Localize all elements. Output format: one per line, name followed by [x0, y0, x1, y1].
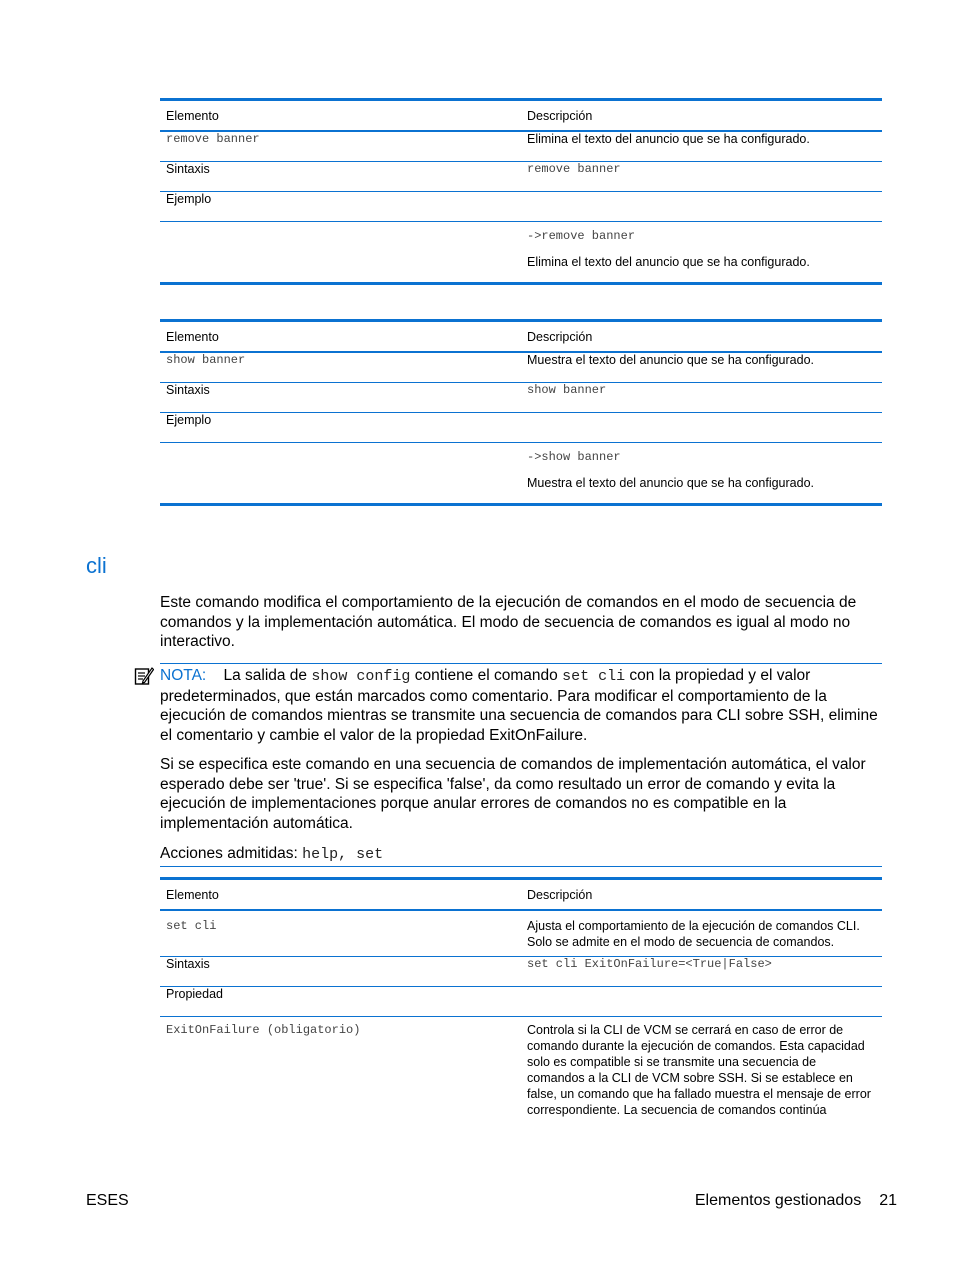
property-name: ExitOnFailure (obligatorio) — [166, 1023, 361, 1037]
example-description: Muestra el texto del anuncio que se ha configurado. — [527, 476, 814, 490]
supported-actions-label: Acciones admitidas: — [160, 845, 298, 862]
table-row — [160, 162, 882, 192]
table-row — [160, 910, 882, 957]
example-label: Ejemplo — [166, 413, 212, 427]
table-header-description: Descripción — [527, 329, 593, 344]
table-row — [160, 383, 882, 413]
example-command: ->show banner — [527, 450, 621, 464]
example-label: Ejemplo — [166, 192, 212, 206]
note-text: contiene el comando — [414, 667, 558, 684]
table-row — [160, 1017, 882, 1119]
actions-rule — [160, 866, 882, 867]
note-text: con la propiedad y el valor predeterminados, que están marcados como comentario. Para modificar el comportamiento de la ejecución de comandos mientras se transmite una secuencia de comandos para CLI sobre SSH, elimine el comentario y cambie el valor de la propiedad ExitOnFailure. — [160, 667, 878, 744]
command-description: Ajusta el comportamiento de la ejecución de comandos CLI. Solo se admite en el modo de secuencia de comandos. — [527, 919, 860, 949]
section-title: cli — [86, 553, 107, 578]
show-banner-table — [160, 319, 882, 506]
syntax-label: Sintaxis — [166, 383, 210, 397]
table-row — [160, 987, 882, 1017]
footer-locale: ESES — [86, 1192, 129, 1209]
table-row — [160, 222, 882, 284]
note-text: La salida de — [223, 667, 308, 684]
note-label: NOTA: — [160, 667, 207, 684]
table-header-element: Elemento — [166, 329, 219, 344]
table-header-description: Descripción — [527, 108, 593, 123]
note-top-rule — [160, 663, 882, 664]
table-row — [160, 413, 882, 443]
supported-actions — [160, 844, 882, 865]
table-row — [160, 352, 882, 383]
syntax-value: show banner — [527, 383, 607, 397]
table-row — [160, 131, 882, 162]
command-name: set cli — [166, 919, 217, 933]
syntax-label: Sintaxis — [166, 162, 210, 176]
syntax-label: Sintaxis — [166, 957, 210, 971]
command-description: Elimina el texto del anuncio que se ha configurado. — [527, 132, 810, 146]
table-header-description: Descripción — [527, 887, 593, 902]
syntax-value: remove banner — [527, 162, 621, 176]
table-header-element: Elemento — [166, 108, 219, 123]
property-label: Propiedad — [166, 987, 223, 1001]
example-cell — [521, 222, 882, 284]
command-description: Muestra el texto del anuncio que se ha configurado. — [527, 353, 814, 367]
note-paragraph — [160, 666, 882, 745]
note-code: set cli — [562, 668, 626, 685]
syntax-value: set cli ExitOnFailure=<True|False> — [527, 957, 772, 971]
example-description: Elimina el texto del anuncio que se ha configurado. — [527, 255, 810, 269]
table-header-element: Elemento — [166, 887, 219, 902]
body-paragraph: Si se especifica este comando en una secuencia de comandos de implementación automática, el valor esperado debe ser 'true'. Si se especifica 'false', da como resultado un error de comando y evita la ejecución de implementaciones porque anular errores de comandos no es compatible en la implementación automática. — [160, 756, 866, 832]
example-cell — [521, 443, 882, 505]
supported-actions-value: help, set — [302, 846, 384, 863]
example-command: ->remove banner — [527, 229, 636, 243]
note-code: show config — [311, 668, 411, 685]
remove-banner-table — [160, 98, 882, 285]
note-icon — [134, 666, 154, 686]
command-name: remove banner — [166, 132, 260, 146]
set-cli-table — [160, 877, 882, 1118]
intro-paragraph: Este comando modifica el comportamiento de la ejecución de comandos en el modo de secuencia de comandos y la implementación automática. El modo de secuencia de comandos es igual al modo no interactivo. — [160, 594, 857, 650]
footer-section: Elementos gestionados — [694, 1192, 862, 1209]
table-row — [160, 443, 882, 505]
command-name: show banner — [166, 353, 246, 367]
property-description: Controla si la CLI de VCM se cerrará en caso de error de comando durante la ejecución de comandos. Esta capacidad solo es compatible si se transmite una secuencia de comandos a la CLI de VCM sobre SSH. Si se establece en false, un comando que ha fallado muestra el mensaje de error correspondiente. La secuencia de comandos continúa — [527, 1023, 871, 1117]
table-row — [160, 957, 882, 987]
table-row — [160, 192, 882, 222]
footer-right — [695, 1192, 897, 1210]
page-number: 21 — [879, 1192, 897, 1209]
